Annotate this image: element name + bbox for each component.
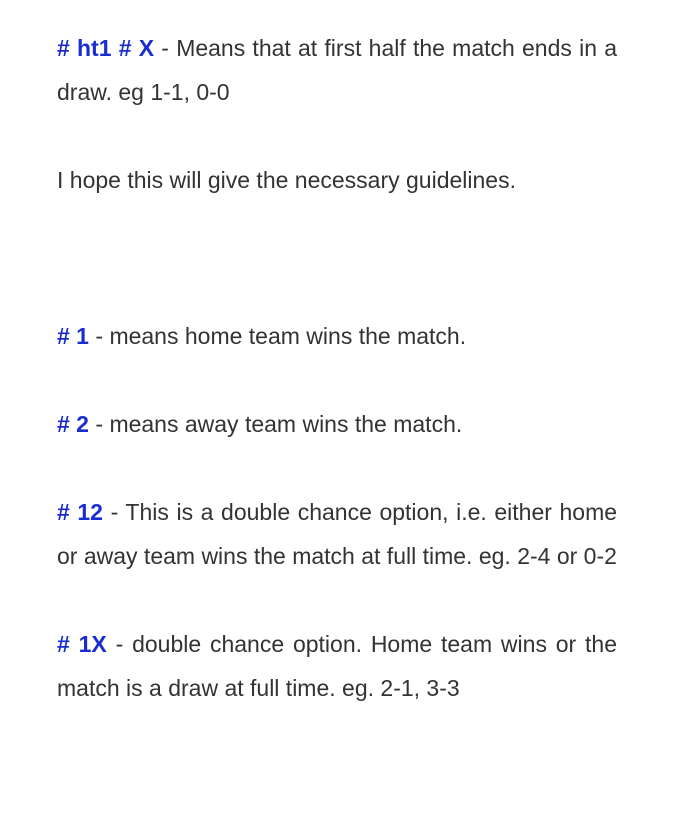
tip-description: This is a double chance option, i.e. either home or away team wins the match at full time. eg. 2-4 or 0-2 [57, 499, 618, 569]
tip-description: Means that at first half the match ends in a draw. eg 1-1, 0-0 [57, 35, 617, 105]
paragraph-guidelines [57, 158, 617, 202]
separator: - [115, 631, 124, 657]
guidelines-text: I hope this will give the necessary guidelines. [57, 167, 516, 193]
paragraph-1x [57, 622, 617, 710]
paragraph-1 [57, 314, 617, 358]
paragraph-2 [57, 402, 617, 446]
tip-code: # ht1 # X [57, 35, 155, 61]
tip-description: double chance option. Home team wins or the match is a draw at full time. eg. 2-1, 3-3 [57, 631, 618, 701]
separator: - [161, 35, 169, 61]
tip-code: # 12 [57, 499, 103, 525]
tip-code: # 1X [57, 631, 107, 657]
separator: - [95, 323, 104, 349]
paragraph-ht1-x [57, 26, 617, 114]
tip-code: # 2 [57, 411, 89, 437]
tip-description: means home team wins the match. [109, 323, 467, 349]
document-body [57, 26, 617, 710]
separator: - [95, 411, 104, 437]
tip-description: means away team wins the match. [109, 411, 463, 437]
separator: - [110, 499, 119, 525]
paragraph-12 [57, 490, 617, 578]
tip-code: # 1 [57, 323, 89, 349]
